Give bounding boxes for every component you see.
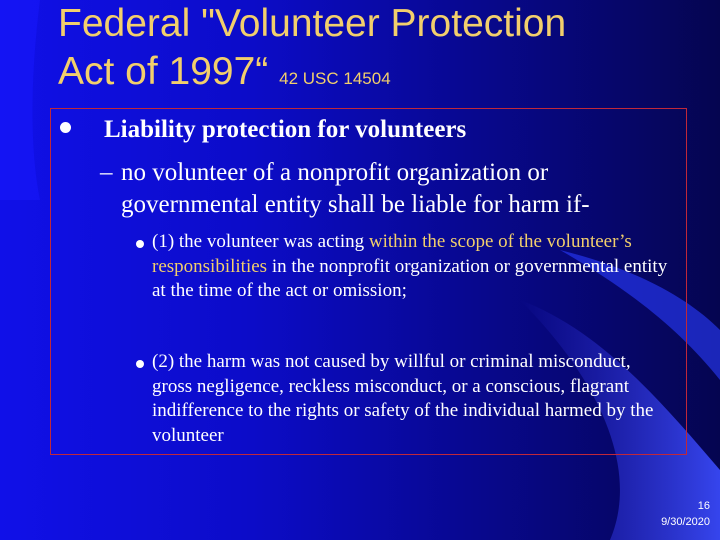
page-number: 16 bbox=[697, 500, 710, 512]
dash-bullet: – bbox=[100, 159, 113, 186]
title-line-2: Act of 1997“ bbox=[58, 50, 269, 93]
bullet-icon bbox=[136, 240, 144, 248]
main-point: Liability protection for volunteers bbox=[104, 116, 467, 143]
sub-point-text: no volunteer of a nonprofit organization or governmental entity shall be liable for harm if- bbox=[121, 159, 590, 218]
condition-2-text: the harm was not caused by willful or criminal misconduct, gross negligence, reckless misconduct, or a conscious, flagrant indifference to the rights or safety of the individual harmed by the volunteer bbox=[152, 351, 654, 446]
condition-item-1 bbox=[152, 230, 672, 304]
condition-2-number: (2) bbox=[152, 351, 175, 372]
bullet-icon bbox=[136, 360, 144, 368]
title-line-1: Federal "Volunteer Protection bbox=[58, 2, 567, 45]
condition-1-text-a: the volunteer was acting bbox=[174, 231, 369, 252]
slide-title bbox=[58, 0, 566, 103]
slide-date: 9/30/2020 bbox=[661, 516, 710, 528]
condition-1-number: (1) bbox=[152, 231, 175, 252]
bullet-icon bbox=[60, 122, 71, 133]
condition-1-text-b: in the nonprofit organization or governmental entity at the time of the act or omission; bbox=[152, 255, 668, 301]
title-citation: 42 USC 14504 bbox=[279, 69, 391, 88]
slide-footer bbox=[661, 498, 710, 530]
condition-item-2 bbox=[152, 350, 672, 448]
condition-1-highlight: within the scope of the volunteer’s responsibilities bbox=[152, 231, 632, 277]
